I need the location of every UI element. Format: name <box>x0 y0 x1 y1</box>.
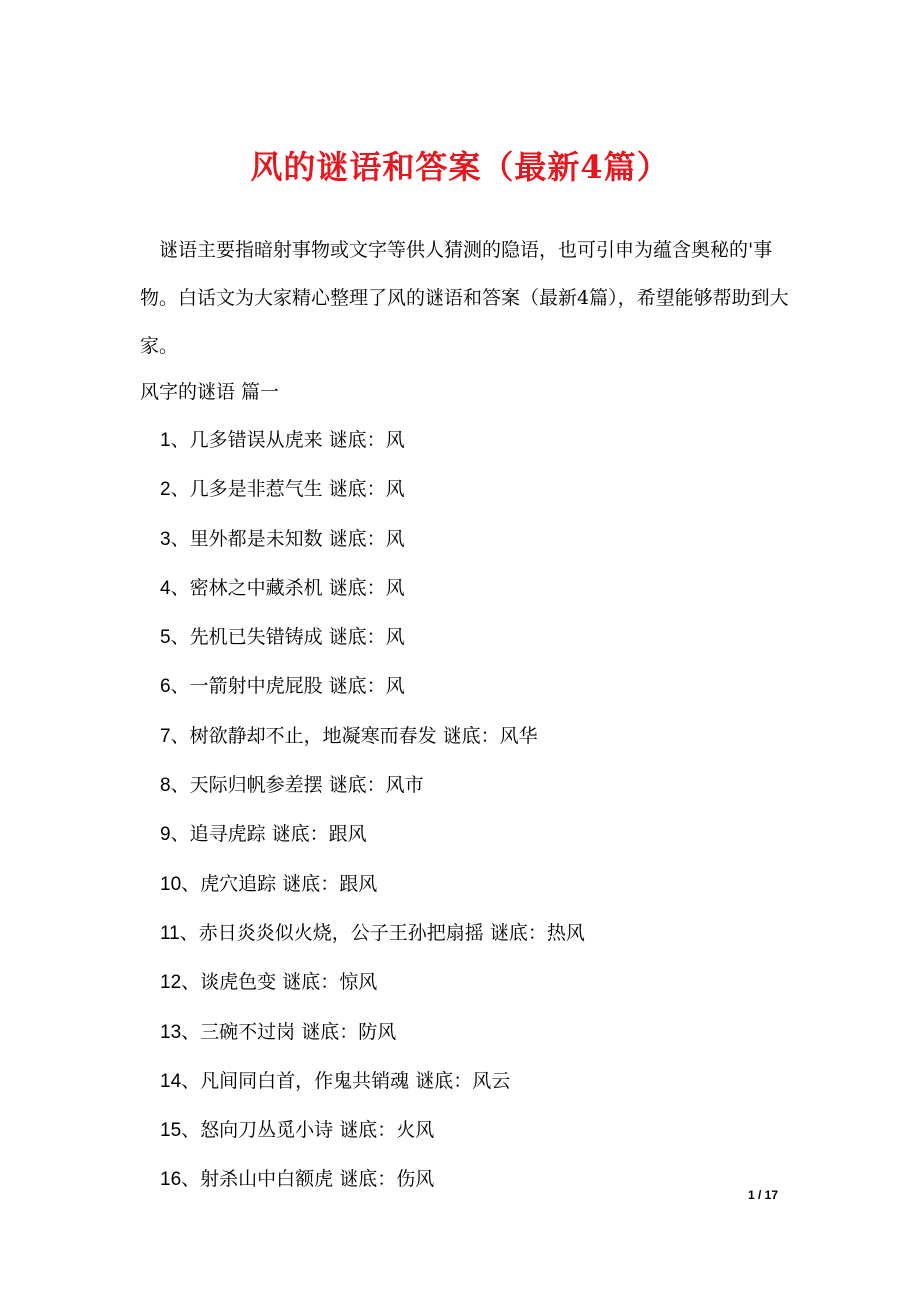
riddle-question: 虎穴追踪 <box>200 872 277 895</box>
answer-label: 谜底： <box>415 1069 473 1092</box>
riddle-number: 2 <box>160 479 171 501</box>
riddle-number: 8 <box>160 775 171 797</box>
riddle-question: 一箭射中虎屁股 <box>189 675 323 698</box>
riddle-question: 先机已失错铸成 <box>189 626 323 649</box>
riddle-question: 树欲静却不止，地凝寒而春发 <box>189 724 437 747</box>
riddle-question: 赤日炎炎似火烧，公子王孙把扇摇 <box>198 921 484 944</box>
riddle-answer: 风 <box>385 429 405 451</box>
riddle-question: 射杀山中白额虎 <box>200 1168 334 1191</box>
riddle-number: 13 <box>160 1021 182 1043</box>
riddle-answer: 跟风 <box>328 823 367 846</box>
riddle-question: 凡间同白首，作鬼共销魂 <box>200 1069 410 1092</box>
answer-label: 谜底： <box>489 921 547 944</box>
riddle-question: 天际归帆参差摆 <box>189 774 323 797</box>
page-number: 1 / 17 <box>748 1188 779 1202</box>
riddle-answer: 伤风 <box>396 1168 435 1191</box>
riddle-answer: 风华 <box>499 724 538 747</box>
answer-label: 谜底： <box>301 1020 359 1043</box>
answer-label: 谜底： <box>282 872 340 895</box>
riddle-number: 9 <box>160 824 171 846</box>
riddle-answer: 防风 <box>358 1020 397 1043</box>
intro-paragraph: 谜语主要指暗射事物或文字等供人猜测的隐语，也可引申为蕴含奥秘的'事物。白话文为大家精心整理了风的谜语和答案（最新4篇），希望能够帮助到大家。 <box>140 239 789 357</box>
section-heading: 风字的谜语 篇一 <box>140 381 280 403</box>
answer-label: 谜底： <box>282 971 340 994</box>
riddle-answer: 火风 <box>396 1119 435 1142</box>
answer-label: 谜底： <box>328 576 386 599</box>
riddle-list <box>160 416 585 1205</box>
riddle-number: 12 <box>160 972 182 994</box>
riddle-item: 1、几多错误从虎来 谜底：风 <box>160 429 405 451</box>
riddle-number: 4 <box>160 577 171 599</box>
riddle-answer: 热风 <box>546 921 585 944</box>
riddle-answer: 风云 <box>472 1069 511 1092</box>
answer-label: 谜底： <box>328 626 386 649</box>
riddle-number: 5 <box>160 627 171 649</box>
riddle-item: 13、三碗不过岗 谜底：防风 <box>160 1020 397 1043</box>
answer-label: 谜底： <box>328 478 386 501</box>
riddle-number: 6 <box>160 676 171 698</box>
riddle-question: 三碗不过岗 <box>200 1020 296 1043</box>
answer-label: 谜底： <box>339 1168 397 1191</box>
riddle-number: 1 <box>160 430 171 451</box>
riddle-question: 几多是非惹气生 <box>189 478 323 501</box>
riddle-item: 12、谈虎色变 谜底：惊风 <box>160 971 378 994</box>
riddle-answer: 风 <box>385 478 405 501</box>
riddle-item: 5、先机已失错铸成 谜底：风 <box>160 626 405 649</box>
riddle-item: 4、密林之中藏杀机 谜底：风 <box>160 576 405 599</box>
riddle-item: 11、赤日炎炎似火烧，公子王孙把扇摇 谜底：热风 <box>160 921 585 944</box>
answer-label: 谜底： <box>328 675 386 698</box>
document-title: 风的谜语和答案（最新4篇） <box>250 148 670 186</box>
riddle-number: 10 <box>160 873 182 895</box>
riddle-answer: 风 <box>385 527 405 550</box>
riddle-question: 几多错误从虎来 <box>189 429 323 451</box>
riddle-item: 7、树欲静却不止，地凝寒而春发 谜底：风华 <box>160 724 538 747</box>
riddle-item: 15、怒向刀丛觅小诗 谜底：火风 <box>160 1119 435 1142</box>
riddle-answer: 惊风 <box>339 971 378 994</box>
riddle-question: 密林之中藏杀机 <box>189 576 323 599</box>
answer-label: 谜底： <box>328 527 386 550</box>
answer-label: 谜底： <box>328 429 386 451</box>
riddle-answer: 风 <box>385 675 405 698</box>
riddle-item: 9、追寻虎踪 谜底：跟风 <box>160 823 367 846</box>
riddle-item: 14、凡间同白首，作鬼共销魂 谜底：风云 <box>160 1069 511 1092</box>
riddle-answer: 风 <box>385 626 405 649</box>
riddle-answer: 跟风 <box>339 872 378 895</box>
riddle-item: 3、里外都是未知数 谜底：风 <box>160 527 405 550</box>
riddle-number: 16 <box>160 1169 182 1191</box>
answer-label: 谜底： <box>339 1119 397 1142</box>
riddle-number: 3 <box>160 528 171 550</box>
riddle-item: 16、射杀山中白额虎 谜底：伤风 <box>160 1168 435 1191</box>
riddle-question: 怒向刀丛觅小诗 <box>200 1119 334 1142</box>
riddle-question: 追寻虎踪 <box>189 823 266 846</box>
riddle-question: 里外都是未知数 <box>189 527 323 550</box>
riddle-item: 10、虎穴追踪 谜底：跟风 <box>160 872 378 895</box>
riddle-item: 2、几多是非惹气生 谜底：风 <box>160 478 405 501</box>
riddle-answer: 风 <box>385 576 405 599</box>
answer-label: 谜底： <box>442 724 500 747</box>
riddle-number: 14 <box>160 1070 182 1092</box>
riddle-question: 谈虎色变 <box>200 971 277 994</box>
riddle-item: 6、一箭射中虎屁股 谜底：风 <box>160 675 405 698</box>
riddle-number: 15 <box>160 1120 182 1142</box>
riddle-number: 7 <box>160 725 171 747</box>
answer-label: 谜底： <box>328 774 386 797</box>
riddle-number: 11 <box>160 922 180 944</box>
riddle-answer: 风市 <box>385 774 424 797</box>
riddle-item: 8、天际归帆参差摆 谜底：风市 <box>160 774 424 797</box>
answer-label: 谜底： <box>271 823 329 846</box>
